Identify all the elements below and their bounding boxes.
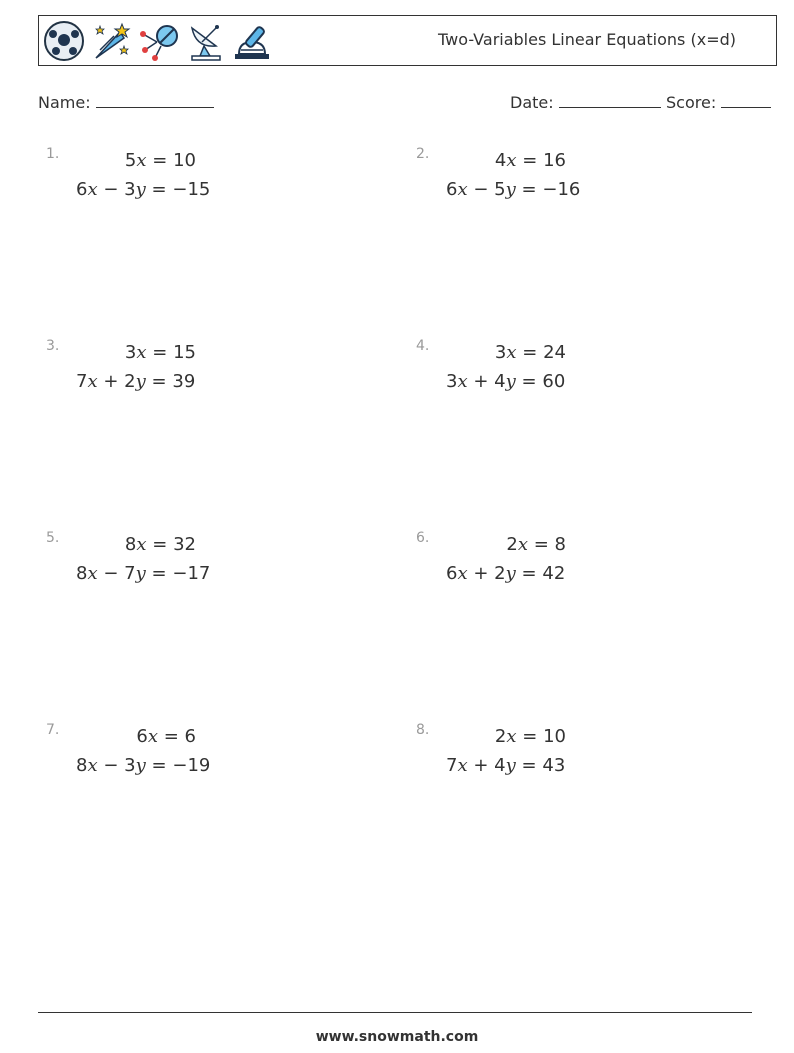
problem-number: 4.: [416, 338, 430, 354]
footer-url[interactable]: www.snowmath.com: [315, 1029, 479, 1045]
date-line[interactable]: [559, 106, 661, 108]
problem-number: 5.: [46, 530, 60, 546]
problem-number: 2.: [416, 146, 430, 162]
problem-number: 6.: [416, 530, 430, 546]
problem-1: [46, 146, 346, 226]
problem-2: [416, 146, 716, 226]
problem-6: [416, 530, 716, 610]
equation-1: 3x = 24: [494, 342, 566, 363]
equation-2: 6x − 5y = −16: [446, 179, 581, 200]
equation-2: 8x − 3y = −19: [76, 755, 211, 776]
name-label: Name:: [38, 93, 91, 112]
footer-divider: [38, 1012, 752, 1013]
problem-number: 8.: [416, 722, 430, 738]
equation-1: 4x = 16: [494, 150, 566, 171]
name-field: [38, 93, 214, 112]
telescope-icon: [231, 20, 273, 62]
equation-2: 6x − 3y = −15: [76, 179, 211, 200]
equation-1: 6x = 6: [136, 726, 196, 747]
equation-1: 2x = 10: [494, 726, 566, 747]
equation-2: 7x + 4y = 43: [446, 755, 566, 776]
worksheet-title: Two-Variables Linear Equations (x=d): [438, 30, 736, 49]
equation-2: 3x + 4y = 60: [446, 371, 566, 392]
ball-icon: [43, 20, 85, 62]
equation-2: 8x − 7y = −17: [76, 563, 211, 584]
radar-dish-icon: [186, 20, 224, 62]
equation-2: 6x + 2y = 42: [446, 563, 566, 584]
header-icons: [43, 20, 273, 62]
problem-5: [46, 530, 346, 610]
date-label: Date:: [510, 93, 554, 112]
equation-2: 7x + 2y = 39: [76, 371, 196, 392]
equation-1: 8x = 32: [124, 534, 196, 555]
problem-number: 1.: [46, 146, 60, 162]
problem-number: 3.: [46, 338, 60, 354]
score-line[interactable]: [721, 106, 771, 108]
score-field: [666, 93, 771, 112]
satellite-icon: [139, 20, 179, 62]
score-label: Score:: [666, 93, 717, 112]
problem-8: [416, 722, 716, 802]
problem-7: [46, 722, 346, 802]
equation-1: 2x = 8: [506, 534, 566, 555]
problem-3: [46, 338, 346, 418]
comet-icon: [92, 20, 132, 62]
equation-1: 5x = 10: [124, 150, 196, 171]
problem-4: [416, 338, 716, 418]
header-box: [38, 15, 777, 66]
date-field: [510, 93, 661, 112]
problem-number: 7.: [46, 722, 60, 738]
equation-1: 3x = 15: [124, 342, 196, 363]
name-line[interactable]: [96, 106, 214, 108]
